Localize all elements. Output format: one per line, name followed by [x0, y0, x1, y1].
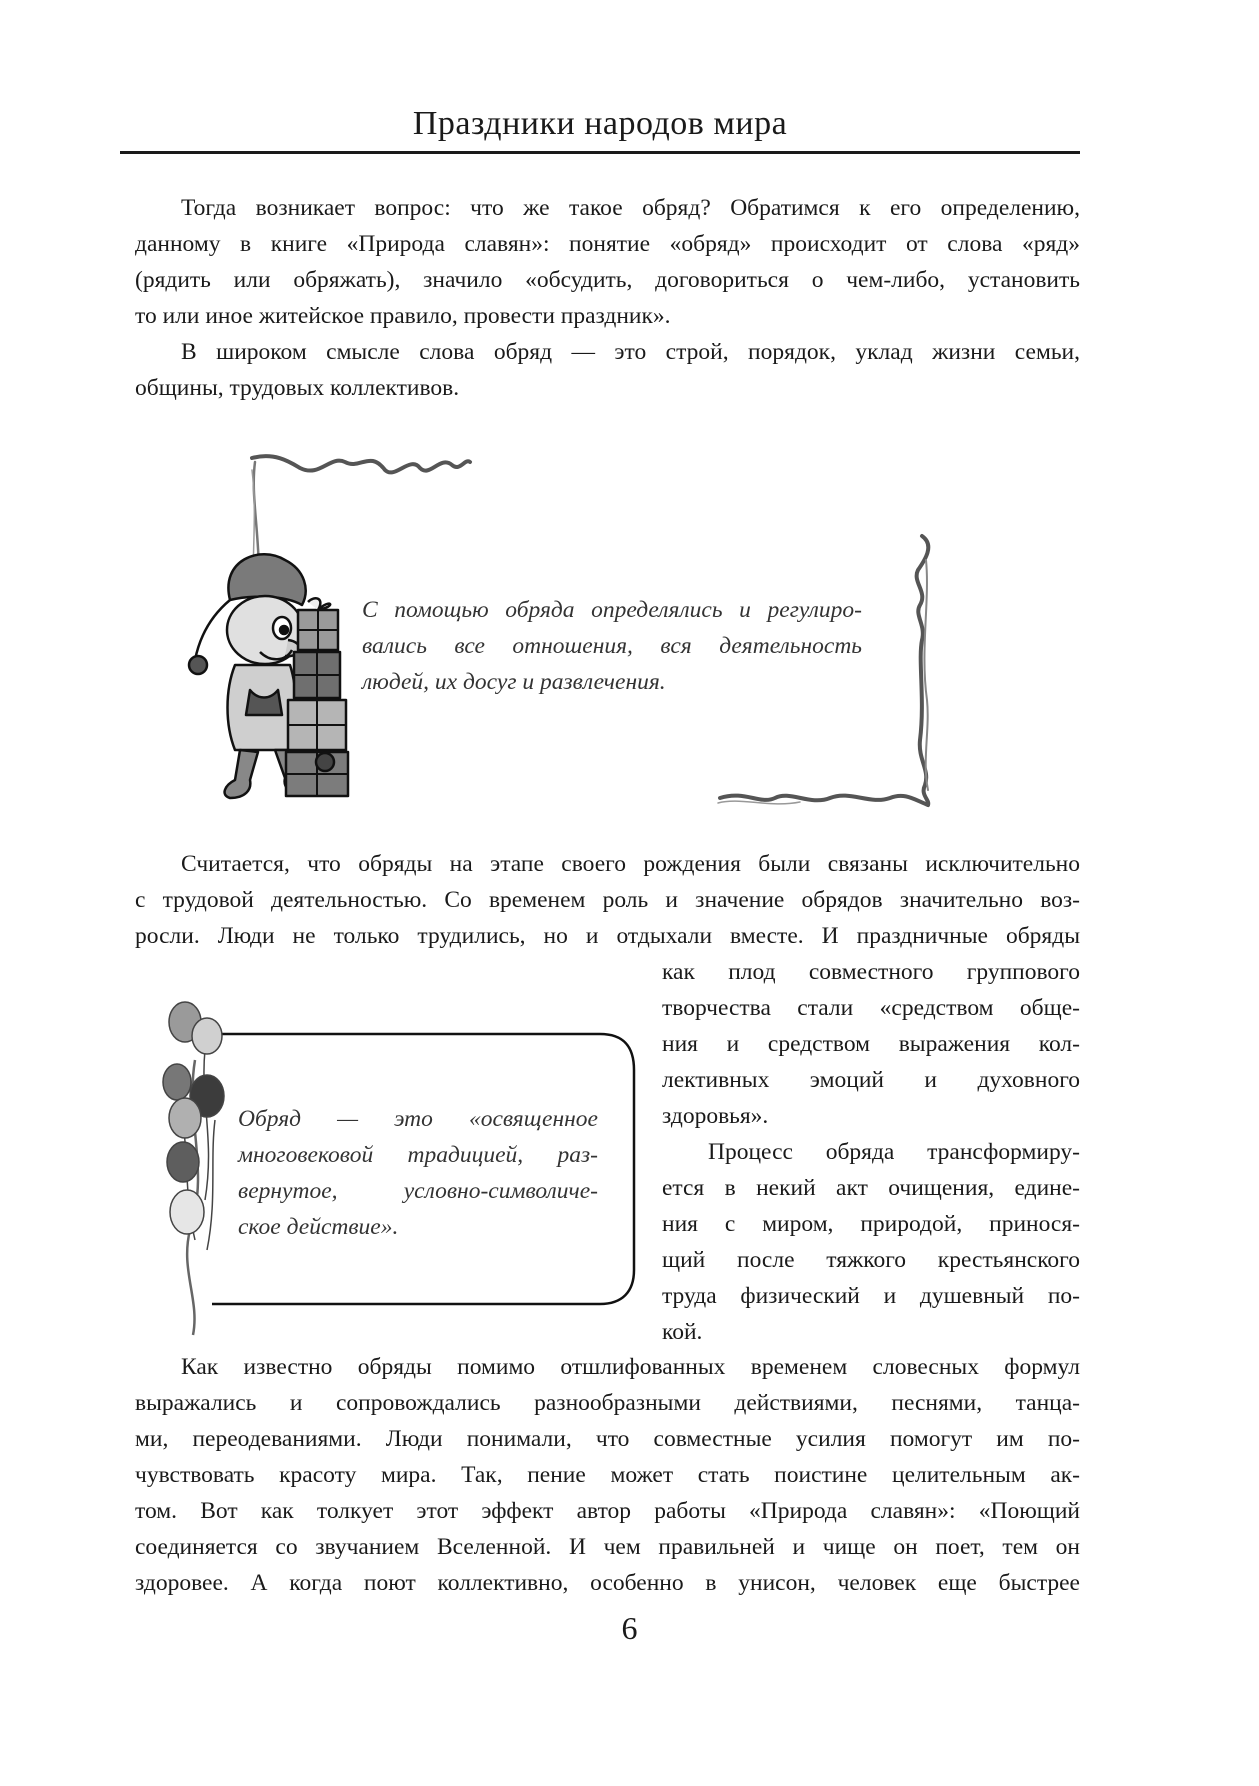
paragraph-line: ется в некий акт очищения, едине- — [662, 1175, 1080, 1201]
quote-line: вернутое, условно-символиче- — [238, 1178, 598, 1204]
paragraph-line: Процесс обряда трансформиру- — [708, 1139, 1080, 1165]
paragraph-line: В широком смысле слова обряд — это строй, порядок, уклад жизни семьи, — [181, 339, 1080, 365]
paragraph-line: том. Вот как толкует этот эффект автор работы «Природа славян»: «Поющий — [135, 1498, 1080, 1524]
page-number: 6 — [621, 1610, 638, 1646]
paragraph-line: соединяется со звучанием Вселенной. И чем правильней и чище он поет, тем он — [135, 1534, 1080, 1560]
quote-line: Обряд — это «освященное — [238, 1106, 598, 1132]
paragraph-line: (рядить или обряжать), значило «обсудить, договориться о чем-либо, установить — [135, 267, 1080, 293]
quote-line: вались все отношения, вся деятельность — [362, 633, 862, 659]
paragraph-line: то или иное житейское правило, провести праздник». — [135, 303, 671, 329]
paragraph-line: данному в книге «Природа славян»: понятие «обряд» происходит от слова «ряд» — [135, 231, 1080, 257]
paragraph-line: ния с миром, природой, принося- — [662, 1211, 1080, 1237]
paragraph-line: ния и средством выражения кол- — [662, 1031, 1080, 1057]
balloons-illustration — [155, 1000, 245, 1340]
paragraph-line: кой. — [662, 1319, 703, 1345]
paragraph-line: как плод совместного группового — [662, 959, 1080, 985]
quote-line: С помощью обряда определялись и регулиро- — [362, 597, 862, 623]
paragraph-5 — [135, 1349, 1080, 1601]
paragraph-line: лективных эмоций и духовного — [662, 1067, 1080, 1093]
paragraph-line: Тогда возникает вопрос: что же такое обряд? Обратимся к его определению, — [181, 195, 1080, 221]
paragraph-line: ми, переодеваниями. Люди понимали, что совместные усилия помогут им по- — [135, 1426, 1080, 1452]
quote-line: многовековой традицией, раз- — [238, 1142, 598, 1168]
paragraph-line: творчества стали «средством обще- — [662, 995, 1080, 1021]
header-title: Праздники народов мира — [412, 105, 788, 142]
quote-2 — [238, 1101, 598, 1245]
paragraph-line: Как известно обряды помимо отшлифованных временем словесных формул — [181, 1354, 1080, 1380]
paragraph-line: с трудовой деятельностью. Со временем роль и значение обрядов значительно воз- — [135, 887, 1080, 913]
paragraph-line: здоровее. А когда поют коллективно, особенно в унисон, человек еще быстрее — [135, 1570, 1080, 1596]
paragraph-line: чувствовать красоту мира. Так, пение может стать поистине целительным ак- — [135, 1462, 1080, 1488]
paragraph-line: росли. Люди не только трудились, но и отдыхали вместе. И праздничные обряды — [135, 923, 1080, 949]
paragraph-line: выражались и сопровождались разнообразными действиями, песнями, танца- — [135, 1390, 1080, 1416]
paragraph-line: щий после тяжкого крестьянского — [662, 1247, 1080, 1273]
quote-line: людей, их досуг и развлечения. — [362, 669, 666, 695]
paragraph-line: труда физический и душевный по- — [662, 1283, 1080, 1309]
paragraph-line: здоровья». — [662, 1103, 769, 1129]
paragraph-line: Считается, что обряды на этапе своего рождения были связаны исключительно — [181, 851, 1080, 877]
quote-line: ское действие». — [238, 1214, 399, 1240]
paragraph-line: общины, трудовых коллективов. — [135, 375, 460, 401]
